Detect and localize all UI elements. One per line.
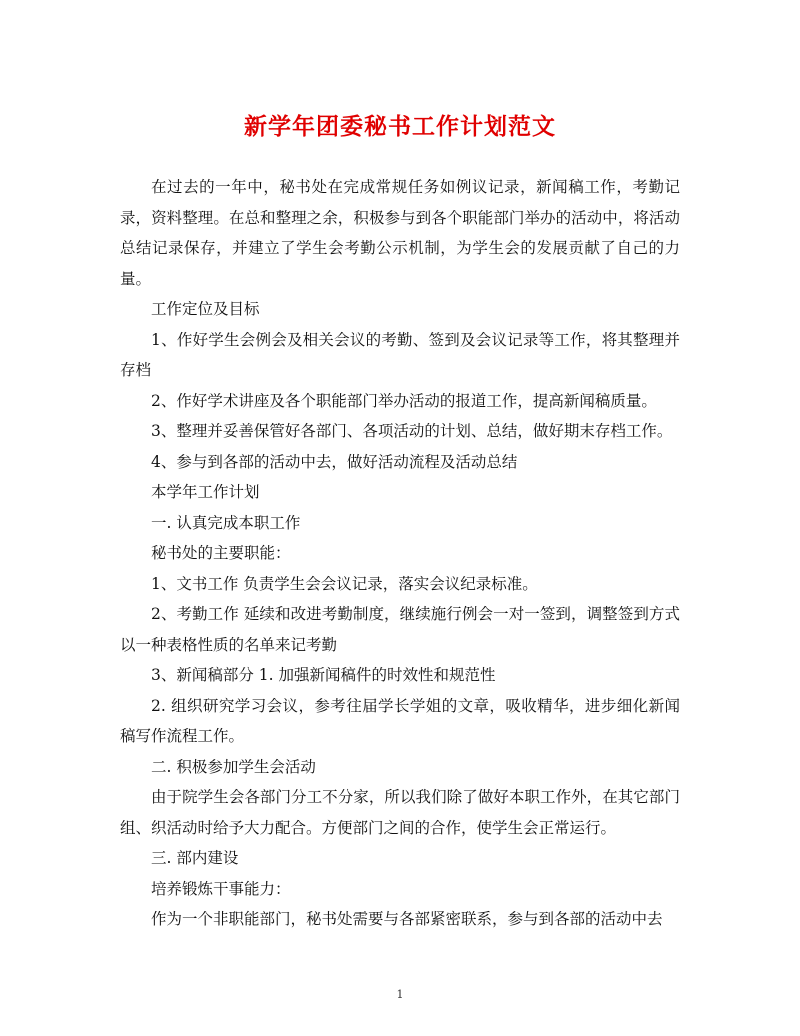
paragraph: 秘书处的主要职能： bbox=[151, 544, 291, 562]
section-heading: 本学年工作计划 bbox=[151, 483, 260, 501]
section-heading: 二. 积极参加学生会活动 bbox=[151, 757, 316, 776]
document-body bbox=[120, 172, 680, 935]
section-heading: 工作定位及目标 bbox=[151, 300, 260, 318]
list-item: 3、整理并妥善保管好各部门、各项活动的计划、总结，做好期末存档工作。 bbox=[151, 422, 673, 440]
list-item: 2、作好学术讲座及各个职能部门举办活动的报道工作，提高新闻稿质量。 bbox=[151, 391, 657, 410]
list-item: 3、新闻稿部分 1. 加强新闻稿件的时效性和规范性 bbox=[151, 666, 496, 684]
paragraph: 作为一个非职能部门，秘书处需要与各部紧密联系，参与到各部的活动中去 bbox=[151, 910, 663, 928]
paragraph: 培养锻炼干事能力： bbox=[151, 879, 291, 898]
list-item: 2、考勤工作 延续和改进考勤制度，继续施行例会一对一签到，调整签到方式以一种表格性质的名单来记考勤 bbox=[120, 605, 680, 654]
list-item: 2. 组织研究学习会议，参考往届学长学姐的文章，吸收精华，进步细化新闻稿写作流程工作。 bbox=[120, 696, 680, 745]
list-item: 1、文书工作 负责学生会会议记录，落实会议纪录标准。 bbox=[151, 574, 538, 593]
document-title: 新学年团委秘书工作计划范文 bbox=[244, 113, 556, 140]
list-item: 4、参与到各部的活动中去，做好活动流程及活动总结 bbox=[151, 452, 518, 471]
section-heading: 三. 部内建设 bbox=[151, 849, 239, 867]
paragraph: 由于院学生会各部门分工不分家，所以我们除了做好本职工作外，在其它部门组、织活动时给予大力配合。方便部门之间的合作，使学生会正常运行。 bbox=[120, 788, 680, 837]
section-heading: 一. 认真完成本职工作 bbox=[151, 513, 301, 532]
page-number: 1 bbox=[396, 988, 404, 1001]
paragraph: 在过去的一年中，秘书处在完成常规任务如例议记录，新闻稿工作，考勤记录，资料整理。在总和整理之余，积极参与到各个职能部门举办的活动中，将活动总结记录保存，并建立了学生会考勤公示机制，为学生会的发展贡献了自己的力量。 bbox=[120, 178, 680, 288]
list-item: 1、作好学生会例会及相关会议的考勤、签到及会议记录等工作，将其整理并存档 bbox=[120, 330, 680, 379]
